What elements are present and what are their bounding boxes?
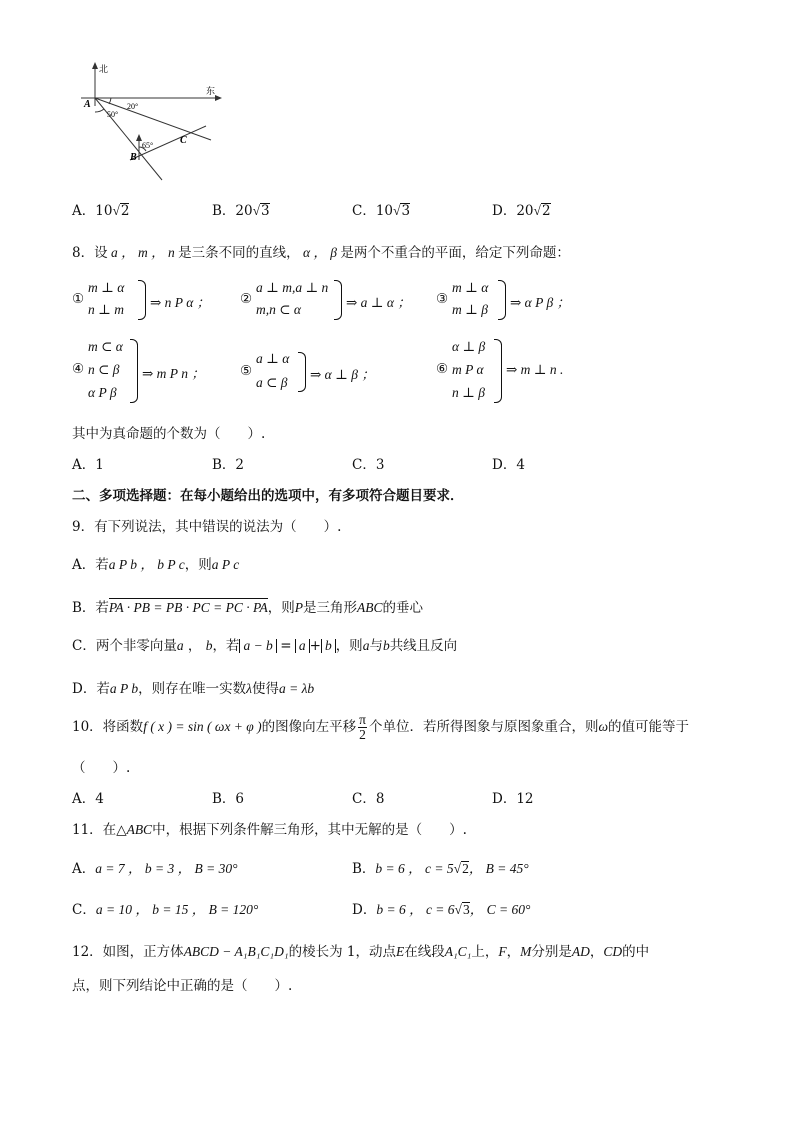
q9-option-d: D．若a P b，则存在唯一实数λ使得a = λb <box>72 681 315 697</box>
prop-3: ③ m ⊥ α m ⊥ β ⇒ α P β ； <box>436 278 596 322</box>
q10-stem: 10．将函数f ( x ) = sin ( ωx + φ )的图像向左平移 $\frac{\pi}{2}$ 个单位．若所得图象与原图象重合，则ω的值可能等于 <box>72 712 690 742</box>
angle-65-label: 65° <box>142 141 154 150</box>
section-2-heading: 二、多项选择题：在每小题给出的选项中，有多项符合题目要求． <box>72 488 464 504</box>
q9-option-c: C．两个非零向量a ， b，若 a − b = a + b ，则a与b共线且反向 <box>72 638 458 654</box>
q8-ask: 其中为真命题的个数为（ ）. <box>72 426 266 442</box>
q8-option-d: D．4 <box>492 457 525 473</box>
q10-stem-line2: （ ）. <box>72 760 131 776</box>
q8-option-a: A．1 <box>72 457 104 473</box>
q8-stem: 8．设 a ， m ， n 是三条不同的直线， α ， β 是两个不重合的平面，给定下列命题： <box>72 245 570 261</box>
angle-20-label: 20° <box>127 102 139 111</box>
q11-stem: 11．在△ABC中，根据下列条件解三角形，其中无解的是（ ）. <box>72 822 467 838</box>
q8-option-b: B．2 <box>212 457 245 473</box>
q9-stem: 9．有下列说法，其中错误的说法为（ ）. <box>72 519 342 535</box>
east-label: 东 <box>206 87 216 97</box>
prop-5: ⑤ a ⊥ α a ⊂ β ⇒ α ⊥ β ； <box>240 351 375 390</box>
q9-option-b: B．若PA · PB = PB · PC = PC · PA，则P是三角形ABC的垂心 <box>72 600 424 616</box>
q11-option-d: D．b = 6 ， c = 6√3， C = 60° <box>352 902 531 918</box>
prop-6: ⑥ α ⊥ β m P α n ⊥ β ⇒ m ⊥ n . <box>436 337 596 407</box>
q10-option-a: A．4 <box>72 791 104 807</box>
q10-option-b: B．6 <box>212 791 245 807</box>
point-c-label: C <box>180 135 187 146</box>
north-label: 北 <box>99 65 109 75</box>
q11-option-c: C．a = 10 ， b = 15 ， B = 120° <box>72 902 259 918</box>
angle-50-label: 50° <box>107 110 119 119</box>
prop-1: ① m ⊥ α n ⊥ m ⇒ n P α ； <box>72 278 222 322</box>
q8-option-c: C．3 <box>352 457 385 473</box>
q7-option-a: A．10√2 <box>72 203 130 219</box>
q7-option-d: D．20√2 <box>492 203 551 219</box>
q11-option-b: B．b = 6 ， c = 5√2， B = 45° <box>352 861 529 877</box>
q7-option-c: C．10√3 <box>352 203 411 219</box>
q10-option-c: C．8 <box>352 791 385 807</box>
point-b-label: B <box>130 152 137 163</box>
q11-option-a: A．a = 7 ， b = 3 ， B = 30° <box>72 861 238 877</box>
navigation-diagram <box>76 62 226 182</box>
point-a-label: A <box>84 99 91 110</box>
q9-option-a: A．若a P b ， b P c，则a P c <box>72 557 240 573</box>
prop-4: ④ m ⊂ α n ⊂ β α P β ⇒ m P n ； <box>72 337 232 407</box>
q12-stem-line2: 点，则下列结论中正确的是（ ）. <box>72 978 293 994</box>
q12-stem: 12．如图，正方体ABCD − A₁B₁C₁D₁的棱长为 1，动点E在线段A₁C₁上，F，M分别是AD，CD的中 <box>72 944 650 960</box>
q7-option-b: B．20√3 <box>212 203 270 219</box>
q10-option-d: D．12 <box>492 791 534 807</box>
prop-2: ② a ⊥ m,a ⊥ n m,n ⊂ α ⇒ a ⊥ α ； <box>240 278 420 322</box>
